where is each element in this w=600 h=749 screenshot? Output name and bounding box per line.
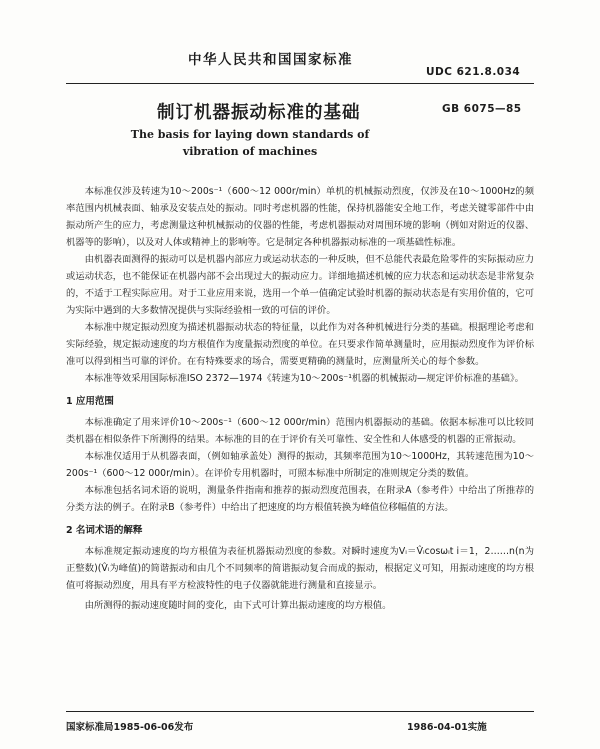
title-en-line-2: vibration of machines <box>182 145 318 158</box>
section-2-heading: 2 名词术语的解释 <box>66 525 143 536</box>
title-en-line-1: The basis for laying down standards of <box>130 128 370 141</box>
udc-code: UDC 621.8.034 <box>426 66 521 78</box>
section-1-paragraph: 本标准包括名词术语的说明，测量条件指南和推荐的振动烈度范围表，在附录A（参考件）中给出了所推荐的分类方法的例子。在附录B（参考件）中给出了把速度的均方根值转换为峰值位移幅值的方法。 <box>66 485 534 513</box>
national-standard-header: 中华人民共和国国家标准 <box>188 52 353 68</box>
section-2-paragraph: 本标准规定振动速度的均方根值为表征机器振动烈度的参数。对瞬时速度为Vᵢ＝V̂ᵢcosωᵢt i＝1，2……n(n为正整数)(V̂ᵢ为峰值)的简谐振动和由几个不同频率的简谐振动复合而成的振动，根据定义可知，用振动速度的均方根值可将振动烈度，用具有平方检波特性的电子仪器就能进行测量和直接显示。 <box>66 546 534 591</box>
footer-divider <box>66 711 534 712</box>
intro-paragraph: 本标准等效采用国际标准ISO 2372—1974《转速为10～200s⁻¹机器的机械振动—规定评价标准的基础》。 <box>84 373 524 384</box>
intro-paragraph: 本标准中规定振动烈度为描述机器振动状态的特征量，以此作为对各种机械进行分类的基础。根据理论考虑和实际经验，规定振动速度的均方根值作为度量振动烈度的单位。在只要求作简单测量时，应用振动烈度作为评价标准可以得到相当可靠的评价。在有特殊要求的场合，需要更精确的测量时，应测量所关心的每个参数。 <box>66 322 534 367</box>
section-1-paragraph: 本标准确定了用来评价10～200s⁻¹（600～12 000r/min）范围内机器振动的基础。依据本标准可以比较同类机器在相似条件下所测得的结果。本标准的目的在于评价有关可靠性、安全性和人体感受的机器的正常振动。 <box>66 417 534 445</box>
header-divider <box>66 83 534 84</box>
intro-paragraph: 由机器表面测得的振动可以是机器内部应力或运动状态的一种反映，但不总能代表最危险零件的实际振动应力或运动状态，也不能保证在机器内部不会出现过大的振动应力。详细地描述机械的应力状态和运动状态是非常复杂的，不适于工程实际应用。对于工业应用来说，选用一个单一值确定试验时机器的振动状态是有实用价值的，它可为实际中遇到的大多数情况提供与实际经验相一致的可信的评价。 <box>66 254 534 316</box>
section-1-paragraph: 本标准仅适用于从机器表面，（例如轴承盖处）测得的振动，其频率范围为10～1000Hz，其转速范围为10～200s⁻¹（600～12 000r/min）。在评价专用机器时，可照本标准中所制定的准则规定分类的数值。 <box>66 451 534 479</box>
gb-standard-code: GB 6075—85 <box>442 103 522 115</box>
issue-date: 国家标准局1985-06-06发布 <box>66 722 194 733</box>
effective-date: 1986-04-01实施 <box>407 722 487 733</box>
document-title-en <box>100 126 400 160</box>
document-body <box>66 183 534 614</box>
document-title-cn: 制订机器振动标准的基础 <box>157 103 361 123</box>
intro-paragraph: 本标准仅涉及转速为10～200s⁻¹（600～12 000r/min）单机的机械振动烈度，仅涉及在10～1000Hz的频率范围内机械表面、轴承及安装点处的振动。同时考虑机器的性能，保持机器能安全地工作，考虑关键零部件中由振动所产生的应力，考虑测量这种机械振动的仪器的性能，考虑机器振动对周围环境的影响（例如对附近的仪器、机器等的影响），以及对人体或精神上的影响等。它是制定各种机器振动标准的一项基础性标准。 <box>66 186 534 248</box>
section-1-heading: 1 应用范围 <box>66 396 114 407</box>
section-2-last-line: 由所测得的振动速度随时间的变化，由下式可计算出振动速度的均方根值。 <box>84 600 392 611</box>
